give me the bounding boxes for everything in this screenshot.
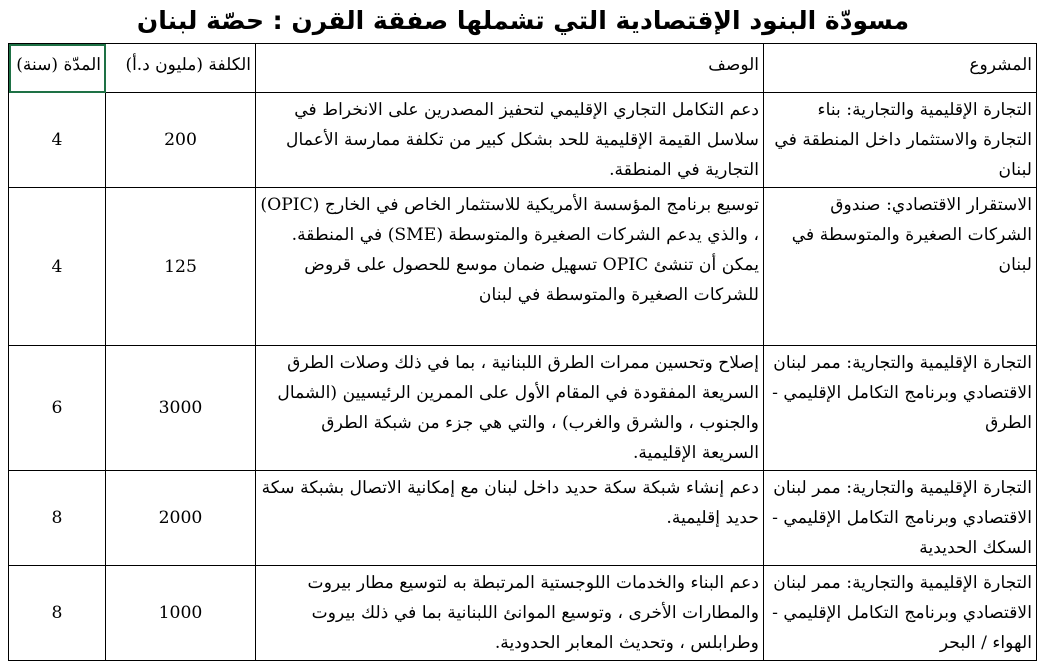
projects-table (8, 43, 1037, 661)
table-row (9, 93, 1037, 188)
project-cell[interactable]: التجارة الإقليمية والتجارية: ممر لبنان الاقتصادي وبرنامج التكامل الإقليمي - السكك الحديدية (764, 471, 1037, 566)
table-row (9, 566, 1037, 661)
header-cost[interactable]: الكلفة (مليون د.أ) (106, 44, 256, 93)
cost-cell[interactable]: 125 (106, 188, 256, 346)
header-row (9, 44, 1037, 93)
table-row (9, 471, 1037, 566)
duration-cell[interactable]: 4 (9, 188, 106, 346)
header-project[interactable]: المشروع (764, 44, 1037, 93)
duration-cell[interactable]: 8 (9, 471, 106, 566)
cost-cell[interactable]: 1000 (106, 566, 256, 661)
description-cell[interactable]: دعم البناء والخدمات اللوجستية المرتبطة به لتوسيع مطار بيروت والمطارات الأخرى ، وتوسيع الموانئ اللبنانية بما في ذلك بيروت وطرابلس ، وتحديث المعابر الحدودية. (256, 566, 764, 661)
header-description[interactable]: الوصف (256, 44, 764, 93)
duration-cell[interactable]: 4 (9, 93, 106, 188)
project-cell[interactable]: التجارة الإقليمية والتجارية: ممر لبنان الاقتصادي وبرنامج التكامل الإقليمي - الطرق (764, 346, 1037, 471)
description-cell[interactable]: توسيع برنامج المؤسسة الأمريكية للاستثمار الخاص في الخارج (OPIC) ، والذي يدعم الشركات الصغيرة والمتوسطة (SME) في المنطقة. يمكن أن تنشئ OPIC تسهيل ضمان موسع للحصول على قروض للشركات الصغيرة والمتوسطة في لبنان (256, 188, 764, 346)
header-duration[interactable]: المدّة (سنة) (9, 44, 106, 93)
table-row (9, 346, 1037, 471)
cost-cell[interactable]: 2000 (106, 471, 256, 566)
description-cell[interactable]: إصلاح وتحسين ممرات الطرق اللبنانية ، بما في ذلك وصلات الطرق السريعة المفقودة في المقام الأول على الممرين الرئيسيين (الشمال والجنوب ، والشرق والغرب) ، والتي هي جزء من شبكة الطرق السريعة الإقليمية. (256, 346, 764, 471)
project-cell[interactable]: الاستقرار الاقتصادي: صندوق الشركات الصغيرة والمتوسطة في لبنان (764, 188, 1037, 346)
project-cell[interactable]: التجارة الإقليمية والتجارية: بناء التجارة والاستثمار داخل المنطقة في لبنان (764, 93, 1037, 188)
description-cell[interactable]: دعم إنشاء شبكة سكة حديد داخل لبنان مع إمكانية الاتصال بشبكة سكة حديد إقليمية. (256, 471, 764, 566)
table-row (9, 188, 1037, 346)
cost-cell[interactable]: 3000 (106, 346, 256, 471)
sheet-title: مسودّة البنود الإقتصادية التي تشملها صفقة القرن : حصّة لبنان (136, 6, 910, 35)
cost-cell[interactable]: 200 (106, 93, 256, 188)
description-cell[interactable]: دعم التكامل التجاري الإقليمي لتحفيز المصدرين على الانخراط في سلاسل القيمة الإقليمية للحد بشكل كبير من تكلفة ممارسة الأعمال التجارية في المنطقة. (256, 93, 764, 188)
project-cell[interactable]: التجارة الإقليمية والتجارية: ممر لبنان الاقتصادي وبرنامج التكامل الإقليمي - الهواء / البحر (764, 566, 1037, 661)
duration-cell[interactable]: 8 (9, 566, 106, 661)
duration-cell[interactable]: 6 (9, 346, 106, 471)
